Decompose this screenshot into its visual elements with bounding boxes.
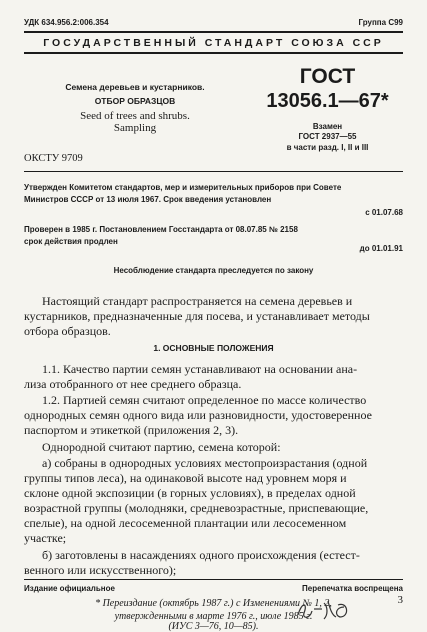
- title-ru-line2: ОТБОР ОБРАЗЦОВ: [94, 96, 176, 106]
- item-a-line1: а) собраны в однородных условиях местопроизрастания (одной: [42, 456, 368, 470]
- check-line1: Проверен в 1985 г. Постановлением Госстандарта от 08.07.85 № 2158: [24, 225, 298, 234]
- handwritten-annotation: [292, 595, 354, 623]
- official-edition: Издание официальное: [24, 584, 115, 593]
- header-rule-top: [24, 31, 403, 33]
- approval-line2: Министров СССР от 13 июля 1967. Срок введения установлен: [24, 195, 272, 204]
- header-rule-bottom: [24, 52, 403, 54]
- clause-1-2-line1: 1.2. Партией семян считают определенное по массе количество: [42, 393, 367, 407]
- item-a-line5: спелые), на одной лесосеменной плантации или лесосеменном: [24, 516, 347, 530]
- page-number: 3: [397, 594, 403, 606]
- replaced-gost: ГОСТ 2937—55: [298, 132, 357, 141]
- reissue-line2: утвержденными в марте 1976 г., июле 1985 г.: [114, 611, 313, 622]
- replaced-parts: в части разд. I, II и III: [286, 143, 369, 152]
- reprint-prohibited: Перепечатка воспрещена: [302, 584, 403, 593]
- gost-number: 13056.1—67*: [266, 90, 389, 112]
- intro-line2: кустарников, предназначенные для посева, и устанавливает методы: [24, 309, 370, 323]
- intro-line1: Настоящий стандарт распространяется на семена деревьев и: [42, 294, 353, 308]
- title-ru-line1: Семена деревьев и кустарников.: [65, 82, 205, 92]
- check-line2: срок действия продлен: [24, 237, 118, 246]
- intro-line3: отбора образцов.: [24, 324, 111, 338]
- reissue-line1: * Переиздание (октябрь 1987 г.) с Изменениями № 1, 2,: [95, 598, 332, 609]
- item-a-line6: участке;: [24, 531, 67, 545]
- udk-code: УДК 634.956.2:006.354: [24, 18, 109, 27]
- title-block-rule: [24, 171, 403, 172]
- clause-1-2-line2: однородных семян одного вида или разновидности, удостоверенное: [24, 408, 372, 422]
- homogeneous-intro: Однородной считают партию, семена которой:: [42, 440, 281, 454]
- clause-1-2-line3: паспортом и этикеткой (приложения 2, 3).: [24, 423, 239, 437]
- clause-1-1-line1: 1.1. Качество партии семян устанавливают на основании ана-: [42, 362, 358, 376]
- replaced-label: Взамен: [312, 122, 343, 131]
- footer-rule: [24, 579, 403, 580]
- item-b-line1: б) заготовлены в насаждениях одного происхождения (естест-: [42, 548, 360, 562]
- reissue-line3: (ИУС 3—76, 10—85).: [168, 621, 259, 632]
- legal-warning: Несоблюдение стандарта преследуется по закону: [113, 266, 314, 275]
- extension-date: до 01.01.91: [359, 244, 403, 253]
- section-title: 1. ОСНОВНЫЕ ПОЛОЖЕНИЯ: [153, 343, 274, 353]
- item-a-line3: склоне одной экспозиции (в горных условиях), в пределах одной: [24, 486, 356, 500]
- title-en-line2: Sampling: [113, 122, 157, 134]
- effective-date: с 01.07.68: [365, 208, 403, 217]
- standard-title: ГОСУДАРСТВЕННЫЙ СТАНДАРТ СОЮЗА ССР: [43, 37, 384, 49]
- approval-line1: Утвержден Комитетом стандартов, мер и измерительных приборов при Совете: [24, 183, 342, 192]
- okstu-code: ОКСТУ 9709: [24, 153, 83, 164]
- item-a-line4: возрастной группы (молодняки, средневозрастные, приспевающие,: [24, 501, 369, 515]
- item-b-line2: венного или искусственного);: [24, 563, 177, 577]
- item-a-line2: группы типов леса), на одинаковой высоте над уровнем моря и: [24, 471, 347, 485]
- group-code: Группа С99: [358, 18, 403, 27]
- gost-label: ГОСТ: [299, 65, 356, 88]
- title-en-line1: Seed of trees and shrubs.: [80, 110, 190, 122]
- clause-1-1-line2: лиза отобранного от нее среднего образца.: [24, 377, 242, 391]
